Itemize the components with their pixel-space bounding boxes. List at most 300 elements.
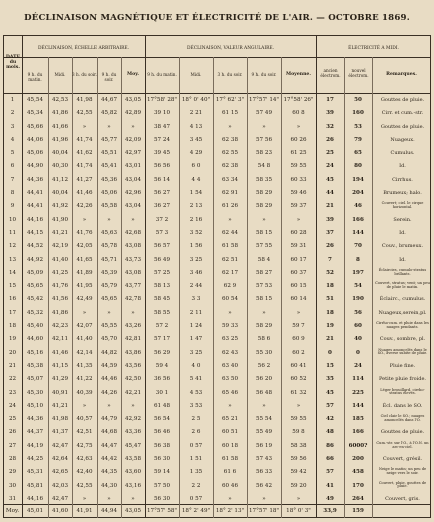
angle-3pm-cell: » xyxy=(228,402,232,409)
date-cell: 23 xyxy=(8,389,17,396)
scale-3pm-cell: » xyxy=(82,216,87,223)
angle-3pm-cell: 65 46 xyxy=(221,389,238,396)
angle-mean-cell: 60 33 xyxy=(290,176,307,183)
new-electrometer-cell: 50 xyxy=(354,97,362,103)
angle-noon-cell: 2 16 xyxy=(189,216,203,223)
remarks-cell: Cumulus. xyxy=(390,150,415,157)
scale-3pm-cell: 41,98 xyxy=(76,97,93,103)
scale-9am-cell: 45,40 xyxy=(26,323,43,330)
new-electrometer-cell: 114 xyxy=(352,376,364,383)
scale-9pm-cell: 45,79 xyxy=(100,283,117,290)
scale-3pm-cell: 42,14 xyxy=(76,349,93,356)
scale-9pm-cell: 45,77 xyxy=(100,136,117,143)
new-electrometer-cell: 225 xyxy=(352,389,364,396)
angle-noon-cell: 3 53 xyxy=(189,402,203,409)
scale-9pm-cell: 45,82 xyxy=(100,110,117,117)
angle-3pm-cell: 60 51 xyxy=(221,429,238,436)
table-row xyxy=(3,175,431,188)
scale-9am-cell: 45,34 xyxy=(26,110,43,117)
scale-mean-cell: » xyxy=(131,123,135,130)
old-electrometer-cell: 7 xyxy=(328,256,332,263)
new-electrometer-cell: 8 xyxy=(356,256,360,263)
angle-mean-cell: 60 15 xyxy=(290,283,307,290)
angle-9pm-cell: 58 15 xyxy=(255,296,272,303)
scale-9pm-cell: 44,26 xyxy=(100,389,117,396)
scale-noon-cell: 41,86 xyxy=(51,309,68,316)
scale-9am-cell: 44,92 xyxy=(26,256,43,263)
angle-9am-cell: 56 14 xyxy=(153,176,170,183)
new-electrometer-cell: 40 xyxy=(354,336,362,343)
angle-noon-cell: 2 2 xyxy=(191,482,201,489)
date-cell: 11 xyxy=(8,229,17,236)
remarks-cell: Pluie fine. xyxy=(389,362,416,369)
table-row xyxy=(3,361,431,374)
scale-mean-cell: 43,16 xyxy=(124,482,141,489)
remarks-cell: Éclairc., cumulus. xyxy=(379,296,426,303)
scale-mean-cell: 43,77 xyxy=(124,283,141,290)
remarks-cell: Couvert, gris. xyxy=(385,495,420,502)
angle-9am-cell: 56 56 xyxy=(153,163,170,170)
old-electrometer-cell: 45 xyxy=(326,389,334,396)
angle-mean-cell: 60 41 xyxy=(290,362,307,369)
scale-9am-cell: 45,10 xyxy=(26,402,43,409)
angle-9am-cell: 56 46 xyxy=(153,429,170,436)
old-electrometer-cell: 39 xyxy=(326,216,334,223)
angle-3pm-cell: » xyxy=(228,216,232,223)
scale-9pm-cell: » xyxy=(107,216,111,223)
remarks-cell: Petite pluie froide. xyxy=(378,376,427,383)
scale-9pm-cell: » xyxy=(107,123,111,130)
table-row xyxy=(3,321,431,334)
table-row xyxy=(3,334,431,347)
angle-noon-cell: 3 25 xyxy=(189,256,203,263)
angle-9pm-cell: 56 48 xyxy=(255,389,272,396)
angle-9pm-cell: 58 35 xyxy=(255,176,272,183)
angle-mean-cell: 60 26 xyxy=(290,136,307,143)
date-cell: 21 xyxy=(8,362,17,369)
table-row xyxy=(3,427,431,440)
old-electrometer-cell: 25 xyxy=(326,150,334,157)
scale-3pm-cell: 41,74 xyxy=(76,163,93,170)
angle-9pm-cell: 55 49 xyxy=(255,429,272,436)
scale-3pm-cell: 41,91 xyxy=(76,508,93,514)
angle-3pm-cell: 61 15 xyxy=(221,110,238,117)
scale-9pm-cell: 44,67 xyxy=(100,97,117,103)
scale-noon-cell: 42,53 xyxy=(51,97,68,103)
angle-3pm-cell: 59 33 xyxy=(221,323,238,330)
scale-9pm-cell: 44,59 xyxy=(100,362,117,369)
scale-mean-cell: 42,81 xyxy=(124,336,141,343)
angle-mean-cell: » xyxy=(296,123,301,130)
table-row xyxy=(3,188,431,201)
remarks-cell: Id. xyxy=(399,229,406,236)
scale-9am-cell: 45,42 xyxy=(26,296,43,303)
table-row xyxy=(3,95,431,108)
angle-noon-cell: 1 54 xyxy=(189,190,203,197)
scale-3pm-cell: 42,63 xyxy=(76,456,93,463)
table-row xyxy=(3,201,431,214)
angle-3pm-cell: 61 58 xyxy=(221,456,238,463)
column-header: 9 h. du soir. xyxy=(101,72,117,82)
angle-3pm-cell: 62 43 xyxy=(221,349,238,356)
angle-3pm-cell: 17° 62' 3" xyxy=(215,97,245,103)
table-row xyxy=(3,255,431,268)
scale-mean-cell: 43,01 xyxy=(124,163,141,170)
scale-noon-cell: 40,04 xyxy=(51,150,68,157)
table-row xyxy=(3,228,431,241)
scale-noon-cell: 41,12 xyxy=(51,176,68,183)
scale-9am-cell: 44,41 xyxy=(26,190,43,197)
angle-mean-cell: 59 8 xyxy=(292,429,305,436)
divider xyxy=(3,57,431,58)
scale-9am-cell: 45,16 xyxy=(26,349,43,356)
angle-3pm-cell: 63 25 xyxy=(221,336,238,343)
remarks-cell: Écl. dans le SO. xyxy=(382,402,423,409)
angle-3pm-cell: » xyxy=(228,495,232,502)
angle-3pm-cell: 62 51 xyxy=(221,256,238,263)
angle-mean-cell: 60 52 xyxy=(290,376,307,383)
old-electrometer-cell: 44 xyxy=(326,190,334,197)
scale-3pm-cell: 41,27 xyxy=(76,176,93,183)
angle-9am-cell: 61 48 xyxy=(153,402,170,409)
date-cell: 3 xyxy=(10,123,15,130)
angle-noon-cell: 0 57 xyxy=(189,442,203,449)
scale-noon-cell: 41,40 xyxy=(51,256,68,263)
angle-3pm-cell: 62 55 xyxy=(221,150,238,157)
scale-mean-cell: 42,50 xyxy=(124,376,141,383)
scale-mean-cell: 43,05 xyxy=(124,97,141,103)
angle-noon-cell: 1 56 xyxy=(189,243,203,250)
old-electrometer-cell: 21 xyxy=(326,203,334,210)
angle-noon-cell: 2 11 xyxy=(189,309,203,316)
table-row xyxy=(3,348,431,361)
date-cell: 6 xyxy=(10,163,15,170)
scale-mean-cell: 43,08 xyxy=(124,269,141,276)
scale-9pm-cell: 44,82 xyxy=(100,349,117,356)
remarks-cell: Gouttes de pluie. xyxy=(380,429,425,436)
angle-mean-cell: 59 56 xyxy=(290,456,307,463)
scale-3pm-cell: 41,46 xyxy=(76,190,93,197)
angle-9pm-cell: » xyxy=(262,123,266,130)
scale-9am-cell: 45,30 xyxy=(26,389,43,396)
angle-9am-cell: 58 55 xyxy=(153,309,170,316)
angle-9pm-cell: 57 49 xyxy=(255,110,272,117)
angle-3pm-cell: 62 17 xyxy=(221,269,238,276)
angle-3pm-cell: 18° 2' 13" xyxy=(215,508,245,514)
date-cell: 1 xyxy=(10,97,15,103)
angle-9pm-cell: 58 4 xyxy=(257,256,271,263)
old-electrometer-cell: 32 xyxy=(326,123,334,130)
scale-mean-cell: 42,97 xyxy=(124,150,141,157)
angle-9am-cell: 17°57' 58" xyxy=(146,508,178,514)
scale-3pm-cell: 41,65 xyxy=(76,256,93,263)
angle-mean-cell: 60 17 xyxy=(290,256,307,263)
new-electrometer-cell: 70 xyxy=(354,243,362,250)
scale-mean-cell: 43,26 xyxy=(124,323,141,330)
angle-9am-cell: 38 47 xyxy=(153,123,170,130)
scale-3pm-cell: » xyxy=(82,123,87,130)
angle-3pm-cell: » xyxy=(228,123,232,130)
angle-mean-cell: 18° 0' 3" xyxy=(286,508,311,514)
scale-mean-cell: 43,05 xyxy=(124,508,141,514)
angle-9pm-cell: 57 55 xyxy=(255,243,272,250)
page-title: DÉCLINAISON MAGNÉTIQUE ET ÉLECTRICITÉ DE L'AIR. — OCTOBRE 1869. xyxy=(24,13,410,23)
angle-3pm-cell: 63 50 xyxy=(221,376,238,383)
column-header: 9 h. du matin. xyxy=(27,72,43,82)
angle-9pm-cell: 58 6 xyxy=(257,336,271,343)
angle-noon-cell: 5 41 xyxy=(189,376,203,383)
angle-3pm-cell: 62 9 xyxy=(223,283,237,290)
angle-3pm-cell: 65 21 xyxy=(221,416,238,423)
angle-9am-cell: 39 10 xyxy=(153,110,170,117)
angle-mean-cell: 60 9 xyxy=(292,336,305,343)
table-row xyxy=(3,215,431,228)
new-electrometer-cell: 190 xyxy=(352,296,364,303)
group-header-angular: DÉCLINAISON, VALEUR ANGULAIRE. xyxy=(187,46,274,51)
scale-noon-cell: 42,47 xyxy=(51,442,68,449)
scale-noon-cell: 41,98 xyxy=(51,416,68,423)
scale-mean-cell: 42,09 xyxy=(124,136,141,143)
angle-9pm-cell: 56 20 xyxy=(255,376,272,383)
scale-3pm-cell: 41,74 xyxy=(76,136,93,143)
remarks-cell: Couvert, stratus; vent; un peu de pluie le matin. xyxy=(375,281,430,289)
angle-mean-cell: 17°58' 26" xyxy=(283,97,314,103)
angle-noon-cell: 4 29 xyxy=(189,150,203,157)
scale-9am-cell: 45,32 xyxy=(26,309,43,316)
scale-3pm-cell: 41,89 xyxy=(76,269,93,276)
angle-mean-cell: 59 55 xyxy=(290,163,307,170)
angle-3pm-cell: 62 44 xyxy=(221,229,238,236)
scale-9pm-cell: 45,78 xyxy=(100,243,117,250)
angle-noon-cell: 2 13 xyxy=(189,203,203,210)
scale-3pm-cell: 42,55 xyxy=(76,482,93,489)
date-cell: 14 xyxy=(8,269,17,276)
remarks-cell: Gouttes de pluie. xyxy=(380,123,425,130)
scale-noon-cell: 41,29 xyxy=(51,376,68,383)
date-header-line: du xyxy=(9,60,17,65)
scale-noon-cell: 41,90 xyxy=(51,216,68,223)
table-row xyxy=(3,308,431,321)
angle-3pm-cell: 63 34 xyxy=(221,176,238,183)
scale-9am-cell: 45,09 xyxy=(26,269,43,276)
new-electrometer-cell: 194 xyxy=(352,176,364,183)
scale-9pm-cell: 45,63 xyxy=(100,229,117,236)
old-electrometer-cell: 48 xyxy=(326,429,334,436)
new-electrometer-cell: 6000? xyxy=(348,442,368,449)
column-header: 9 h. du matin. xyxy=(147,72,177,77)
scale-9am-cell: 44,60 xyxy=(26,336,43,343)
scale-mean-cell: 43,04 xyxy=(124,203,141,210)
table-row xyxy=(3,481,431,494)
table-row xyxy=(3,414,431,427)
date-cell: 25 xyxy=(8,416,17,423)
scale-9am-cell: 44,90 xyxy=(26,163,43,170)
scale-9am-cell: 44,41 xyxy=(26,203,43,210)
scale-noon-cell: 42,11 xyxy=(51,336,68,343)
scale-noon-cell: 41,46 xyxy=(51,349,68,356)
old-electrometer-cell: 24 xyxy=(326,163,334,170)
remarks-cell: Cirr. et cum.-str. xyxy=(381,110,424,117)
angle-9pm-cell: 57 43 xyxy=(255,456,272,463)
scale-9pm-cell: 44,42 xyxy=(100,456,117,463)
column-header: 9 h. du soir. xyxy=(251,72,277,77)
remarks-cell: Cirrho-cum. et pluie dans les nuages pendants. xyxy=(376,321,429,329)
angle-3pm-cell: 60 54 xyxy=(221,296,238,303)
group-header-electricity: ÉLECTRICITÉ A MIDI. xyxy=(348,46,399,51)
angle-3pm-cell: » xyxy=(228,309,232,316)
angle-3pm-cell: 62 38 xyxy=(221,163,238,170)
scale-9pm-cell: » xyxy=(107,402,111,409)
remarks-cell: Nuageux. xyxy=(390,136,415,143)
date-cell: 5 xyxy=(10,150,15,157)
new-electrometer-cell: 166 xyxy=(352,216,364,223)
angle-3pm-cell: 61 26 xyxy=(221,203,238,210)
scale-9am-cell: 45,81 xyxy=(26,482,43,489)
angle-9pm-cell: » xyxy=(262,495,266,502)
angle-noon-cell: 1 47 xyxy=(189,336,203,343)
angle-9am-cell: 56 30 xyxy=(153,495,170,502)
angle-9pm-cell: » xyxy=(262,309,266,316)
angle-9am-cell: 36 27 xyxy=(153,203,170,210)
scale-mean-cell: 43,60 xyxy=(124,469,141,476)
scale-3pm-cell: 41,95 xyxy=(76,283,93,290)
angle-9am-cell: 56 30 xyxy=(153,456,170,463)
date-cell: 2 xyxy=(10,110,15,117)
angle-9pm-cell: 56 19 xyxy=(255,442,272,449)
new-electrometer-cell: 144 xyxy=(352,402,364,409)
scale-mean-cell: 42,68 xyxy=(124,229,141,236)
scale-noon-cell: 41,56 xyxy=(51,296,68,303)
angle-mean-cell: » xyxy=(296,402,301,409)
scale-9pm-cell: » xyxy=(107,495,111,502)
angle-3pm-cell: 63 40 xyxy=(221,362,238,369)
scale-mean-cell: 42,89 xyxy=(124,110,141,117)
angle-9am-cell: 58 45 xyxy=(153,296,170,303)
angle-noon-cell: 1 51 xyxy=(189,456,203,463)
angle-noon-cell: 2 6 xyxy=(191,429,201,436)
angle-9pm-cell: 54 8 xyxy=(257,163,271,170)
angle-9am-cell: 30 1 xyxy=(155,389,169,396)
angle-mean-cell: 59 42 xyxy=(290,469,307,476)
new-electrometer-cell: 79 xyxy=(354,136,362,143)
old-electrometer-cell: 57 xyxy=(326,469,334,476)
old-electrometer-cell: 26 xyxy=(326,243,334,250)
new-electrometer-cell: 46 xyxy=(354,203,362,210)
angle-mean-cell: 59 7 xyxy=(292,323,305,330)
scale-mean-cell: 45,47 xyxy=(124,442,141,449)
angle-9am-cell: 59 4 xyxy=(155,362,169,369)
angle-mean-cell: 59 31 xyxy=(290,243,307,250)
angle-3pm-cell: 61 6 xyxy=(223,469,237,476)
angle-mean-cell: 61 32 xyxy=(290,389,307,396)
angle-mean-cell: 59 20 xyxy=(290,482,307,489)
date-cell: 10 xyxy=(8,216,17,223)
new-electrometer-cell: 53 xyxy=(354,123,362,130)
remarks-cell: Serein. xyxy=(393,216,412,223)
old-electrometer-cell: 33,9 xyxy=(323,508,337,514)
scale-noon-cell: 41,86 xyxy=(51,110,68,117)
scale-9pm-cell: 44,46 xyxy=(100,376,117,383)
table-row xyxy=(3,454,431,467)
remarks-cell: Cum.-str. sur l'O., à l'O.N. un arc-en-ciel. xyxy=(376,440,429,449)
scale-mean-cell: 42,96 xyxy=(124,190,141,197)
column-header: 3 h. du soir. xyxy=(72,72,97,77)
scale-9pm-cell: 44,47 xyxy=(100,442,117,449)
column-header: nouvel électrom. xyxy=(348,68,369,78)
angle-mean-cell: 59 37 xyxy=(290,203,307,210)
remarks-cell: Gouttes de pluie. xyxy=(380,97,425,103)
angle-mean-cell: 61 25 xyxy=(290,150,307,157)
angle-9pm-cell: 17°57' 18" xyxy=(248,508,280,514)
table-row xyxy=(3,108,431,121)
old-electrometer-cell: 49 xyxy=(326,495,334,502)
angle-mean-cell: 60 14 xyxy=(290,296,307,303)
scale-9am-cell: 45,06 xyxy=(26,150,43,157)
angle-9am-cell: 37 2 xyxy=(155,216,169,223)
scale-9am-cell: 44,36 xyxy=(26,176,43,183)
angle-9am-cell: 56 27 xyxy=(153,190,170,197)
scale-9pm-cell: » xyxy=(107,309,111,316)
scale-3pm-cell: 41,35 xyxy=(76,362,93,369)
scale-mean-cell: 43,73 xyxy=(124,256,141,263)
angle-9am-cell: 17°58' 28" xyxy=(146,97,178,103)
old-electrometer-cell: 19 xyxy=(326,323,334,330)
scale-9pm-cell: 44,35 xyxy=(100,469,117,476)
scale-mean-cell: 42,78 xyxy=(124,296,141,303)
new-electrometer-cell: 24 xyxy=(354,362,362,369)
column-header: Moy. xyxy=(127,72,139,77)
scale-9am-cell: 44,37 xyxy=(26,429,43,436)
table-row xyxy=(3,161,431,174)
date-cell: 20 xyxy=(8,349,17,356)
angle-9am-cell: 57 24 xyxy=(153,136,170,143)
scale-9am-cell: 45,01 xyxy=(26,508,43,514)
scale-3pm-cell: 41,62 xyxy=(76,150,93,157)
scale-mean-cell: » xyxy=(131,495,135,502)
column-header: ancien électrom. xyxy=(320,68,341,78)
scale-9pm-cell: 45,51 xyxy=(100,150,117,157)
scale-3pm-cell: 42,49 xyxy=(76,296,93,303)
remarks-cell: Couvert, pluie, gouttes de pluie. xyxy=(378,480,427,489)
angle-3pm-cell: 60 46 xyxy=(221,482,238,489)
table-row xyxy=(3,441,431,454)
angle-mean-cell: 59 55 xyxy=(290,416,307,423)
scale-3pm-cell: 41,22 xyxy=(76,376,93,383)
scale-3pm-cell: » xyxy=(82,495,87,502)
angle-noon-cell: 0 57 xyxy=(189,495,203,502)
remarks-cell: Éclaircies, cumulo-stratus brillants. xyxy=(378,267,427,276)
scale-9pm-cell: 45,06 xyxy=(100,190,117,197)
angle-mean-cell: » xyxy=(296,216,301,223)
scale-noon-cell: 41,76 xyxy=(51,283,68,290)
scale-9am-cell: 45,31 xyxy=(26,469,43,476)
old-electrometer-cell: 39 xyxy=(326,110,334,117)
scale-9pm-cell: 45,70 xyxy=(100,336,117,343)
scale-mean-cell: 43,36 xyxy=(124,429,141,436)
date-cell: Moy. xyxy=(5,508,20,514)
angle-9pm-cell: 58 29 xyxy=(255,190,272,197)
new-electrometer-cell: 144 xyxy=(352,229,364,236)
angle-mean-cell: 60 28 xyxy=(290,229,307,236)
scale-mean-cell: 43,56 xyxy=(124,362,141,369)
angle-9am-cell: 56 49 xyxy=(153,256,170,263)
date-cell: 9 xyxy=(10,203,15,210)
angle-9pm-cell: 58 29 xyxy=(255,203,272,210)
scale-mean-cell: » xyxy=(131,402,135,409)
angle-noon-cell: 4 0 xyxy=(191,362,201,369)
scale-9am-cell: 45,38 xyxy=(26,362,43,369)
angle-9am-cell: 58 13 xyxy=(153,283,170,290)
